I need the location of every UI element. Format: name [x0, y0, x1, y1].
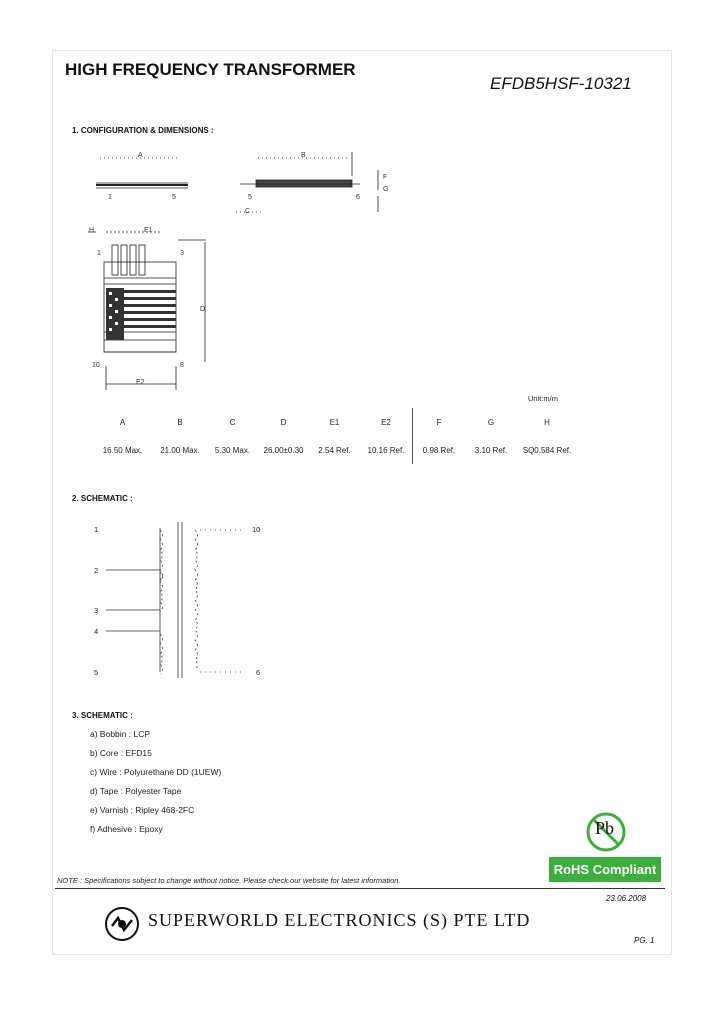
dim-value-e1: 2.54 Ref. — [318, 445, 351, 455]
material-varnish: e) Varnish : Ripley 468-2FC — [90, 805, 195, 815]
document-date: 23.06.2008 — [606, 894, 647, 903]
dim-label-a: A — [138, 152, 143, 159]
material-adhesive: f) Adhesive : Epoxy — [90, 824, 163, 834]
pb-symbol: Pb — [595, 818, 615, 838]
company-logo-icon — [104, 906, 140, 942]
dim-label-h: H — [89, 227, 95, 234]
dim-header-a: A — [119, 417, 126, 427]
dim-header-f: F — [436, 417, 442, 427]
section2-heading: 2. SCHEMATIC : — [72, 494, 133, 503]
dim-header-c: C — [229, 417, 236, 427]
pin-label-1-bottom: 1 — [97, 250, 101, 257]
dim-header-b: B — [177, 417, 183, 427]
unit-label: Unit:m/m — [528, 394, 558, 403]
dim-header-d: D — [280, 417, 287, 427]
dim-label-f: F — [383, 174, 388, 181]
dim-header-h: H — [544, 417, 550, 427]
pin-label-3-bottom: 3 — [180, 250, 184, 257]
material-tape: d) Tape : Polyester Tape — [90, 786, 182, 796]
dim-label-d: D — [200, 306, 206, 313]
section1-heading: 1. CONFIGURATION & DIMENSIONS : — [72, 126, 214, 135]
dim-value-c: 5.30 Max. — [214, 445, 251, 455]
material-bobbin: a) Bobbin : LCP — [90, 729, 151, 739]
schematic-pin-5: 5 — [94, 668, 99, 677]
document-title: HIGH FREQUENCY TRANSFORMER — [65, 60, 356, 79]
schematic-pin-10: 10 — [252, 525, 261, 534]
dim-value-h: SQ0.584 Ref. — [522, 445, 572, 455]
dim-header-e1: E1 — [329, 417, 340, 427]
dim-value-e2: 10.16 Ref. — [360, 436, 413, 464]
material-core: b) Core : EFD15 — [90, 748, 152, 758]
dim-label-e1: E1 — [144, 227, 153, 234]
rohs-compliant-badge: RoHS Compliant — [549, 857, 661, 882]
dim-value-d: 26.00±0.30 — [263, 445, 304, 455]
dim-label-e2: E2 — [136, 379, 145, 386]
company-name: SUPERWORLD ELECTRONICS (S) PTE LTD — [148, 910, 531, 930]
footer-divider — [55, 888, 665, 889]
pin-label-5-side: 5 — [248, 194, 252, 201]
pin-label-5-top: 5 — [172, 194, 176, 201]
pin-label-8-bottom: 8 — [180, 362, 184, 369]
dim-label-g: G — [383, 186, 389, 193]
dim-value-a: 16.50 Max. — [102, 445, 143, 455]
dim-header-g: G — [487, 417, 495, 427]
pin-label-10-bottom: 10 — [92, 362, 100, 369]
dim-value-g: 3.10 Ref. — [474, 445, 508, 455]
schematic-pin-1: 1 — [94, 525, 99, 534]
dim-header-e2: E2 — [360, 408, 413, 436]
section3-heading: 3. SCHEMATIC : — [72, 711, 133, 720]
schematic-pin-3: 3 — [94, 606, 99, 615]
schematic-pin-4: 4 — [94, 627, 99, 636]
material-wire: c) Wire : Polyurethane DD (1UEW) — [90, 767, 222, 777]
dim-value-f: 0.98 Ref. — [422, 445, 456, 455]
dim-label-b: B — [301, 152, 306, 159]
page-number: PG. 1 — [634, 936, 655, 945]
dim-label-c: C — [245, 208, 251, 215]
dim-value-b: 21.00 Max. — [160, 445, 200, 455]
schematic-pin-6: 6 — [256, 668, 261, 677]
footer-note: NOTE : Specifications subject to change without notice. Please check our website for latest information. — [57, 876, 401, 885]
pin-label-6-side: 6 — [356, 194, 360, 201]
part-number: EFDB5HSF-10321 — [490, 74, 632, 93]
pin-label-1-top: 1 — [108, 194, 112, 201]
schematic-pin-2: 2 — [94, 566, 99, 575]
